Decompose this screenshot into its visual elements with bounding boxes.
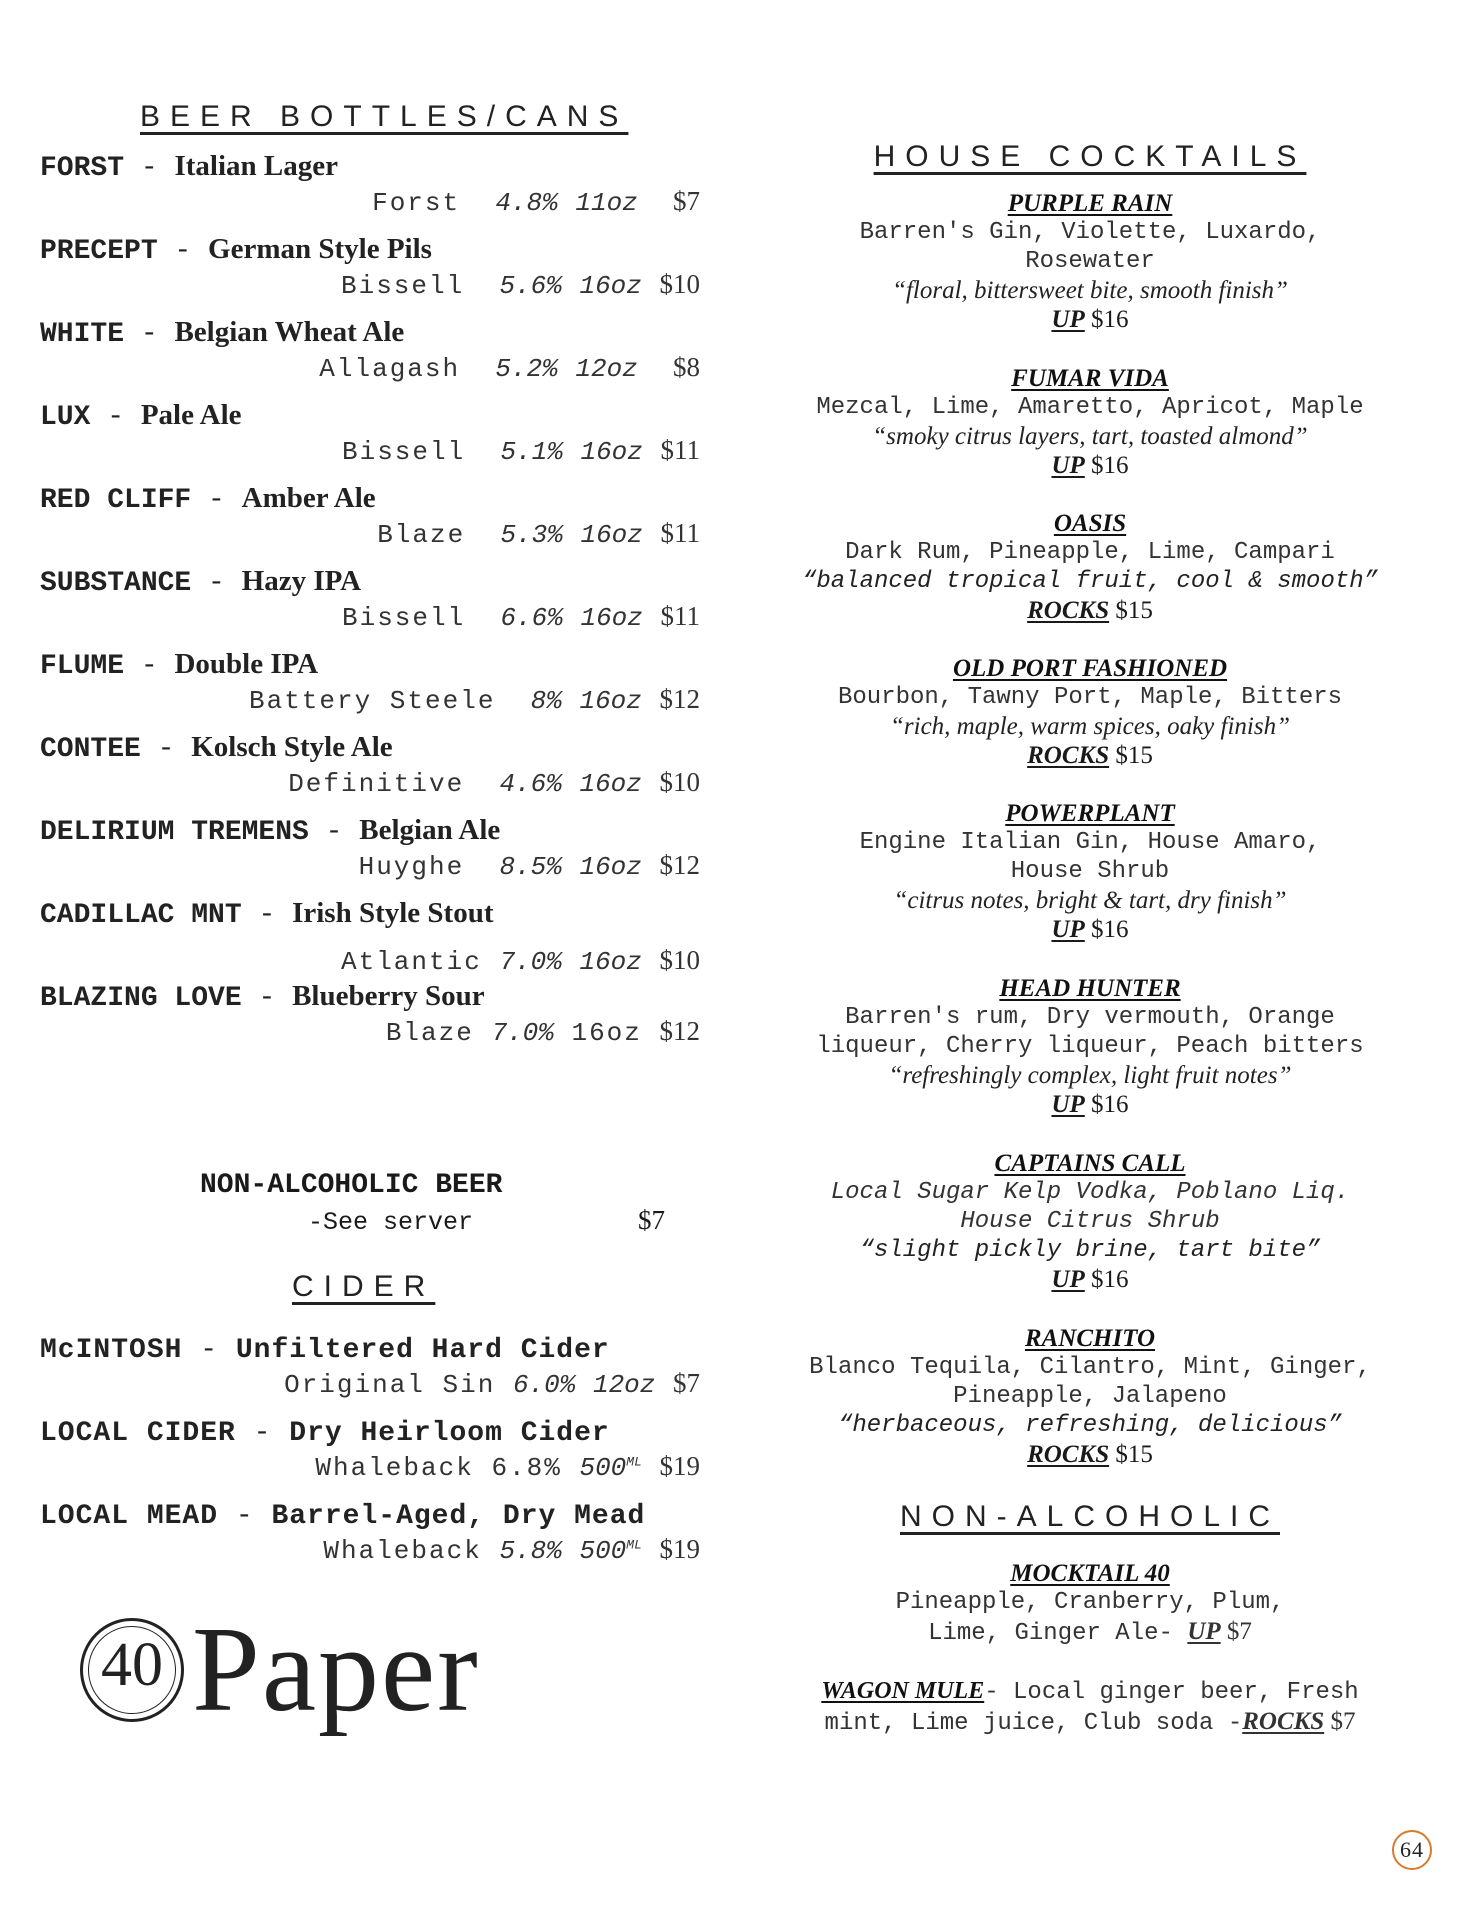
cocktail-item [780, 655, 1400, 770]
beer-item: SUBSTANCE - Hazy IPA Bissell 6.6% 16oz $11 [40, 565, 700, 633]
beer-size: 16oz [579, 769, 642, 799]
mocktail-serve: UP [1187, 1618, 1221, 1645]
wagon-mule-serve: ROCKS [1242, 1708, 1325, 1735]
cocktail-item [780, 800, 1400, 944]
beer-item: CADILLAC MNT - Irish Style Stout Atlantic 7.0% 16oz $10 [40, 897, 700, 977]
beer-style: German Style Pils [208, 233, 432, 265]
logo-word: Paper [192, 1602, 480, 1737]
beer-size: 12oz [575, 354, 638, 384]
cocktail-price: $16 [1091, 1266, 1129, 1293]
cocktail-item [780, 975, 1400, 1119]
beer-name: DELIRIUM TREMENS [40, 817, 309, 848]
cocktail-name: OASIS [1053, 510, 1127, 537]
beer-abv: 4.8% [495, 188, 558, 218]
cocktail-price: $15 [1115, 1441, 1153, 1468]
cocktail-ingredients: Barren's Gin, Violette, Luxardo, [859, 219, 1321, 246]
cocktail-description: “refreshingly complex, light fruit notes” [888, 1062, 1292, 1089]
mocktail-item [780, 1560, 1400, 1648]
beer-section-title: BEER BOTTLES/CANS [140, 100, 629, 133]
cocktail-description: “citrus notes, bright & tart, dry finish” [893, 887, 1287, 914]
beer-item: RED CLIFF - Amber Ale Blaze 5.3% 16oz $11 [40, 482, 700, 550]
beer-name: BLAZING LOVE [40, 983, 242, 1014]
cocktail-ingredients: Mezcal, Lime, Amaretto, Apricot, Maple [816, 394, 1364, 421]
cocktail-price: $16 [1091, 1091, 1129, 1118]
cocktail-description: “smoky citrus layers, tart, toasted almond” [872, 423, 1308, 450]
beer-size: 16oz [579, 852, 642, 882]
cider-size: 500 [579, 1453, 627, 1483]
beer-brewery: Bissell [342, 437, 466, 467]
beer-size: 16oz [579, 947, 642, 977]
page-number: 64 [1392, 1830, 1432, 1870]
cocktail-description: “floral, bittersweet bite, smooth finish” [892, 277, 1288, 304]
cocktail-item [780, 510, 1400, 625]
beer-brewery: Bissell [342, 603, 466, 633]
cocktail-item [780, 190, 1400, 334]
beer-abv: 7.0% [491, 1018, 554, 1048]
beer-price: $12 [659, 684, 700, 714]
cocktail-item [780, 365, 1400, 480]
beer-abv: 4.6% [499, 769, 562, 799]
beer-brewery: Definitive [288, 769, 465, 799]
beer-brewery: Battery Steele [248, 686, 496, 716]
beer-brewery: Atlantic [341, 947, 482, 977]
cider-style: Dry Heirloom Cider [289, 1418, 610, 1449]
beer-price: $8 [673, 352, 700, 382]
cocktail-name: PURPLE RAIN [1007, 190, 1173, 217]
beer-item: FLUME - Double IPA Battery Steele 8% 16oz $12 [40, 648, 700, 716]
cocktail-serve: UP [1051, 452, 1085, 479]
beer-size: 11oz [575, 188, 638, 218]
cocktail-ingredients: Pineapple, Jalapeno [953, 1383, 1227, 1410]
beer-item: BLAZING LOVE - Blueberry Sour Blaze 7.0% 16oz $12 [40, 980, 700, 1048]
beer-style: Belgian Ale [359, 814, 501, 846]
beer-abv: 8.5% [499, 852, 562, 882]
cider-unit: ML [626, 1537, 642, 1553]
beer-price: $7 [673, 186, 700, 216]
cider-maker: Original Sin [284, 1370, 496, 1400]
cider-item: McINTOSH - Unfiltered Hard Cider Original Sin 6.0% 12oz $7 [40, 1335, 700, 1400]
beer-abv: 6.6% [500, 603, 563, 633]
cocktail-name: POWERPLANT [1005, 800, 1175, 827]
beer-size: 16oz [579, 686, 642, 716]
beer-price: $11 [660, 601, 700, 631]
cocktail-ingredients: liqueur, Cherry liqueur, Peach bitters [816, 1033, 1364, 1060]
cocktail-name: OLD PORT FASHIONED [952, 655, 1228, 682]
beer-name: FORST [40, 153, 125, 184]
cocktail-ingredients: Blanco Tequila, Cilantro, Mint, Ginger, [809, 1354, 1371, 1381]
cocktail-price: $16 [1091, 452, 1129, 479]
beer-item: PRECEPT - German Style Pils Bissell 5.6% 16oz $10 [40, 233, 700, 301]
cocktail-serve: UP [1051, 916, 1085, 943]
beer-name: WHITE [40, 319, 125, 350]
wagon-mule-name: WAGON MULE [821, 1678, 985, 1704]
non-alcoholic-beer-title: NON-ALCOHOLIC BEER [200, 1170, 503, 1201]
cocktail-ingredients: Rosewater [1025, 248, 1155, 275]
beer-style: Blueberry Sour [292, 980, 485, 1012]
cider-item: LOCAL MEAD - Barrel-Aged, Dry Mead Whaleback 5.8% $500^{ML}$ $19 [40, 1501, 700, 1566]
beer-item: FORST - Italian Lager Forst 4.8% 11oz $7 [40, 150, 700, 218]
cocktail-serve: UP [1051, 1266, 1085, 1293]
beer-abv: 8% [530, 686, 562, 716]
beer-price: $12 [659, 850, 700, 880]
cocktail-price: $16 [1091, 306, 1129, 333]
cocktail-ingredients: Bourbon, Tawny Port, Maple, Bitters [837, 684, 1343, 711]
cider-price: $19 [659, 1534, 700, 1564]
cocktail-price: $15 [1115, 597, 1153, 624]
cider-abv: 6.0% [512, 1370, 576, 1400]
beer-style: Hazy IPA [241, 565, 362, 597]
wagon-mule-price: $7 [1330, 1708, 1356, 1735]
mocktail-price: $7 [1226, 1618, 1252, 1645]
beer-style: Belgian Wheat Ale [174, 316, 405, 348]
beer-abv: 5.1% [500, 437, 563, 467]
cider-unit: ML [626, 1454, 642, 1470]
beer-size: 16oz [580, 520, 643, 550]
cocktail-ingredients: House Shrub [1010, 858, 1170, 885]
beer-abv: 5.3% [500, 520, 563, 550]
beer-style: Pale Ale [140, 399, 242, 431]
cider-abv: 6.8% [491, 1453, 562, 1483]
beer-price: $10 [659, 269, 700, 299]
beer-abv: 5.6% [499, 271, 562, 301]
cider-style: Barrel-Aged, Dry Mead [271, 1501, 646, 1532]
mocktail-ingredients: Lime, Ginger Ale- [928, 1620, 1173, 1647]
beer-style: Amber Ale [241, 482, 376, 514]
cocktail-name: CAPTAINS CALL [994, 1150, 1186, 1177]
cider-style: Unfiltered Hard Cider [235, 1335, 610, 1366]
beer-brewery: Forst [372, 188, 461, 218]
beer-size: 16oz [579, 271, 642, 301]
cider-abv: 5.8% [499, 1536, 562, 1566]
cider-name: LOCAL MEAD [40, 1501, 219, 1532]
cocktail-serve: UP [1051, 1091, 1085, 1118]
cider-size: 12oz [592, 1370, 656, 1400]
beer-size: 16oz [580, 437, 643, 467]
cocktail-serve: ROCKS [1027, 597, 1110, 624]
beer-abv: 5.2% [495, 354, 558, 384]
beer-price: $12 [659, 1016, 700, 1046]
beer-name: CADILLAC MNT [40, 900, 242, 931]
mocktail-ingredients: Pineapple, Cranberry, Plum, [895, 1589, 1285, 1616]
beer-name: RED CLIFF [40, 485, 192, 516]
cocktail-name: FUMAR VIDA [1011, 365, 1169, 392]
cocktail-item [780, 1150, 1400, 1294]
cocktail-name: HEAD HUNTER [999, 975, 1181, 1002]
cider-maker: Whaleback [315, 1453, 474, 1483]
wagon-mule-ingredients: mint, Lime juice, Club soda - [824, 1710, 1243, 1737]
beer-price: $10 [659, 945, 700, 975]
mocktail-name: MOCKTAIL 40 [1010, 1560, 1170, 1587]
beer-name: SUBSTANCE [40, 568, 192, 599]
beer-item: WHITE - Belgian Wheat Ale Allagash 5.2% 12oz $8 [40, 316, 700, 384]
beer-size: 16oz [571, 1018, 642, 1048]
cocktail-price: $16 [1091, 916, 1129, 943]
cocktail-description: “balanced tropical fruit, cool & smooth” [801, 568, 1379, 595]
cocktail-item [780, 1325, 1400, 1469]
cider-section-title: CIDER [292, 1270, 436, 1303]
cider-price: $7 [673, 1368, 700, 1398]
beer-item: LUX - Pale Ale Bissell 5.1% 16oz $11 [40, 399, 700, 467]
beer-name: FLUME [40, 651, 125, 682]
cider-maker: Whaleback [323, 1536, 482, 1566]
beer-size: 16oz [580, 603, 643, 633]
logo-number: 40 [101, 1631, 163, 1699]
beer-abv: 7.0% [499, 947, 562, 977]
cocktail-description: “rich, maple, warm spices, oaky finish” [890, 713, 1290, 740]
cocktail-name: RANCHITO [1024, 1325, 1156, 1352]
beer-price: $10 [659, 767, 700, 797]
cider-price: $19 [659, 1451, 700, 1481]
cocktail-ingredients: Dark Rum, Pineapple, Lime, Campari [845, 539, 1335, 566]
beer-brewery: Bissell [341, 271, 465, 301]
cocktail-description: “herbaceous, refreshing, delicious” [837, 1412, 1343, 1439]
cocktail-ingredients: Barren's rum, Dry vermouth, Orange [845, 1004, 1335, 1031]
wagon-mule-item [780, 1677, 1400, 1738]
cider-name: LOCAL CIDER [40, 1418, 236, 1449]
wagon-mule-ingredients: - Local ginger beer, Fresh [984, 1679, 1359, 1706]
beer-name: CONTEE [40, 734, 141, 765]
beer-style: Kolsch Style Ale [191, 731, 393, 763]
beer-name: PRECEPT [40, 236, 158, 267]
cocktail-serve: ROCKS [1027, 1441, 1110, 1468]
beer-style: Italian Lager [174, 150, 338, 182]
beer-style: Irish Style Stout [292, 897, 494, 929]
cocktail-serve: ROCKS [1027, 742, 1110, 769]
beer-brewery: Blaze [385, 1018, 474, 1048]
non-alcoholic-beer-detail: -See server [308, 1208, 474, 1237]
beer-item: CONTEE - Kolsch Style Ale Definitive 4.6% 16oz $10 [40, 731, 700, 799]
beer-brewery: Allagash [319, 354, 461, 384]
cider-name: McINTOSH [40, 1335, 183, 1366]
beer-item: DELIRIUM TREMENS - Belgian Ale Huyghe 8.5% 16oz $12 [40, 814, 700, 882]
beer-price: $11 [660, 518, 700, 548]
non-alcoholic-beer-price: $7 [638, 1205, 666, 1235]
cocktail-description: “slight pickly brine, tart bite” [859, 1237, 1321, 1264]
cocktail-ingredients: House Citrus Shrub [960, 1208, 1220, 1235]
logo [80, 1602, 600, 1750]
cider-size: 500 [579, 1536, 627, 1566]
beer-brewery: Huyghe [358, 852, 465, 882]
cocktail-serve: UP [1051, 306, 1085, 333]
cocktail-price: $15 [1115, 742, 1153, 769]
beer-price: $11 [660, 435, 700, 465]
cocktail-ingredients: Local Sugar Kelp Vodka, Poblano Liq. [830, 1179, 1350, 1206]
non-alcoholic-beer [200, 1170, 665, 1237]
cider-item: LOCAL CIDER - Dry Heirloom Cider Whaleback 6.8% $500^{ML}$ $19 [40, 1418, 700, 1483]
beer-style: Double IPA [174, 648, 319, 680]
cocktail-ingredients: Engine Italian Gin, House Amaro, [859, 829, 1321, 856]
non-alcoholic-section-title: NON-ALCOHOLIC [899, 1500, 1281, 1533]
beer-name: LUX [40, 402, 91, 433]
cocktails-section-title: HOUSE COCKTAILS [873, 140, 1307, 173]
beer-brewery: Blaze [377, 520, 466, 550]
